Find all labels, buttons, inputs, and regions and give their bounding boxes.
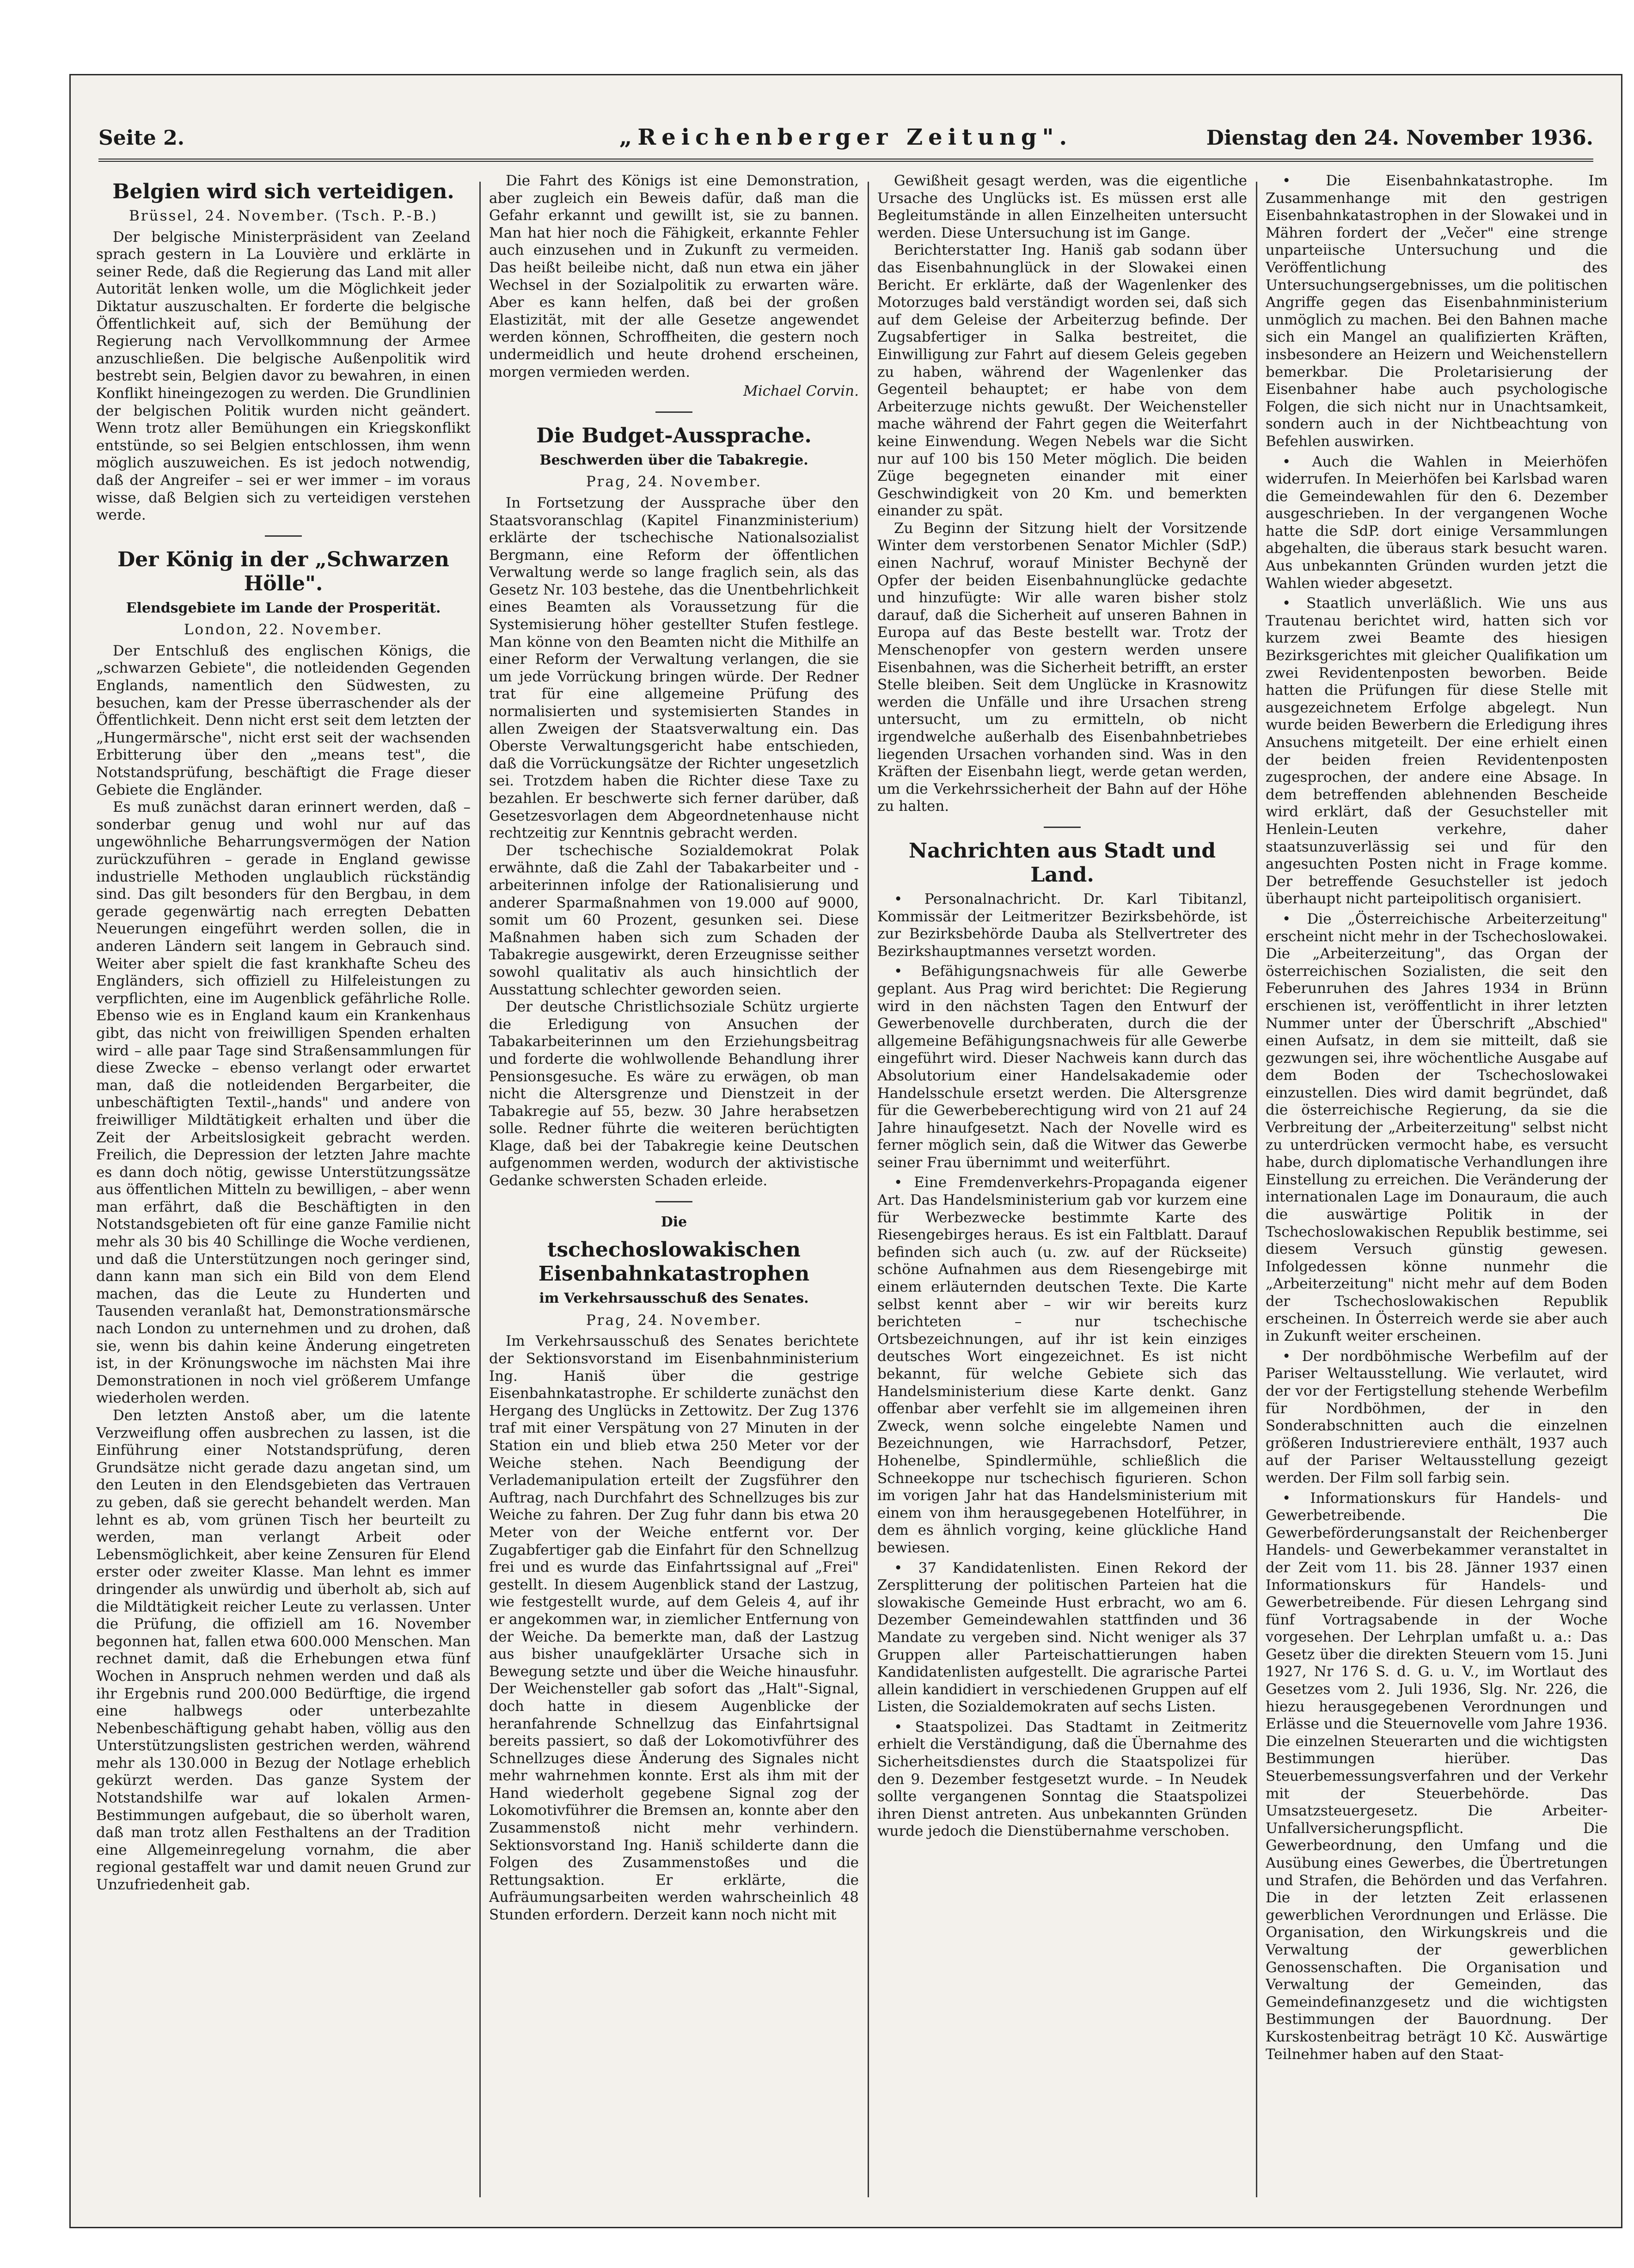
article-paragraph: Der deutsche Christlichsoziale Schütz urgierte die Erledigung von Ansuchen der Tabakarbeiterinnen um den Erziehungsbeitrag und forderte die wohlwollende Behandlung ihrer Pensionsgesuche. Es wäre zu erwägen, ob man nicht die Altersgrenze und Dienstzeit in der Tabakregie auf 55, bezw. 30 Jahre herabsetzen solle. Redner führte die weiteren berüchtigten Klage, daß bei der Tabakregie keine Deutschen aufgenommen werden, wodurch der aktivistische Gedanke schwersten Schaden erleide. — [489, 999, 859, 1189]
article-paragraph: In Fortsetzung der Aussprache über den Staatsvoranschlag (Kapitel Finanzministerium) erklärte der tschechische Nationalsozialist Bergmann, eine Reform der öffentlichen Verwaltung werde so lange fraglich sein, als das Gesetz Nr. 103 bestehe, das die Unentbehrlichkeit eines Beamten als Voraussetzung für die Systemisierung höher gestellter Stufen festlege. Man könne von den Beamten nicht die Mithilfe an einer Reform der Verwaltung verlangen, die sie um jede Vorrückung bringen würde. Der Redner trat für eine allgemeine Prüfung des normalisierten und systemisierten Standes in allen Zweigen der Staatsverwaltung ein. Das Oberste Verwaltungsgericht habe entschieden, daß die Vorrückungsätze der Richter ungesetzlich sei. Trotzdem haben die Richter diese Taxe zu bezahlen. Er beschwerte sich ferner darüber, daß Gesetzesvorlagen dem Abgeordnetenhause nicht rechtzeitig zur Kenntnis gebracht werden. — [489, 494, 859, 842]
article-dateline: Brüssel, 24. November. (Tsch. P.-B.) — [129, 208, 438, 224]
news-item: • Der nordböhmische Werbefilm auf der Pariser Weltausstellung. Wie verlautet, wird der vor der Fertigstellung stehende Werbefilm für Nordböhmen, der in den Sonderabschnitten auch die einzelnen größeren Industriereviere enthält, 1937 auch auf der Pariser Weltausstellung gezeigt werden. Der Film soll farbig sein. — [1266, 1348, 1608, 1486]
article-paragraph: Es muß zunächst daran erinnert werden, daß – sonderbar genug und wohl nur auf das ungewöhnliche Beharrungsvermögen der Nation zurückzuführen – gerade in England gewisse industrielle Methoden unglaublich rückständig sind. Das gilt besonders für den Bergbau, in dem gerade gegenwärtig nach erregten Debatten Neuerungen eingeführt werden sollen, die in anderen Ländern seit langem in Gebrauch sind. Weiter aber spielt die fast krankhafte Scheu des Engländers, sich offiziell zu Hilfeleistungen zu verpflichten, eine im Augenblick gefährliche Rolle. Ebenso wie es in England kaum ein Krankenhaus gibt, das nicht von freiwilligen Spenden erhalten wird – alle paar Tage sind Straßensammlungen für diese Zwecke – ebenso verlangt oder erwartet man, daß die notleidenden Bergarbeiter, die unbeschäftigten Textil-„hands" und andere von freiwilliger Mildtätigkeit erhalten und über die Zeit der Arbeitslosigkeit gebracht werden. Freilich, die Depression der letzten Jahre machte es dann doch nötig, gewisse Unterstützungssätze aus öffentlichen Mitteln zu bewilligen, – aber wenn man erfährt, daß die Beschäftigten in den Notstandsgebieten oft für eine ganze Familie nicht mehr als 30 bis 40 Schillinge die Woche verdienen, und daß die Unterstützungen noch geringer sind, dann kann man sich ein Bild von dem Elend machen, das die Leute zu Hunderten und Tausenden veranlaßt hat, Demonstrationsmärsche nach London zu unternehmen und zu drohen, daß sie, wenn bis dahin keine Änderung eingetreten ist, in der Krönungswoche im nächsten Mai ihre Demonstrationen in noch viel größerem Umfange wiederholen werden. — [96, 799, 471, 1407]
article-paragraph: Der tschechische Sozialdemokrat Polak erwähnte, daß die Zahl der Tabakarbeiter und -arbeiterinnen infolge der Rationalisierung und anderer Sparmaßnahmen von 19.000 auf 9000, somit um 60 Prozent, gesunken sei. Diese Maßnahmen haben sich zum Schaden der Tabakregie ausgewirkt, deren Erzeugnisse seither sowohl qualitativ als auch hinsichtlich der Ausstattung schlechter geworden seien. — [489, 842, 859, 998]
article-dateline: Prag, 24. November. — [586, 1312, 762, 1329]
page-number: Seite 2. — [98, 126, 185, 150]
article-paragraph: Berichterstatter Ing. Haniš gab sodann über das Eisenbahnunglück in der Slowakei einen Bericht. Er erklärte, daß der Wagenlenker des Motorzuges bald verständigt worden sei, daß sich auf dem Geleise der Arbeiterzug befinde. Der Zugsabfertiger in Salka bestreitet, die Einwilligung zur Fahrt auf diesem Geleis gegeben zu haben, während der Wagenlenker das Gegenteil behauptet; er habe von dem Arbeiterzuge nichts gewußt. Der Weichensteller mache während der Fahrt gegen die Weiterfahrt keine Einwendung. Wegen Nebels war die Sicht nur auf 100 bis 150 Meter möglich. Die beiden Züge begegneten einander mit einer Geschwindigkeit von 20 Km. und bemerkten einander zu spät. — [877, 242, 1247, 520]
page-header — [98, 122, 1593, 162]
article-paragraph: Der belgische Ministerpräsident van Zeeland sprach gestern in La Louvière und erklärte in seiner Rede, daß die Regierung das Land mit aller Autorität lenken wolle, um die Möglichkeit jeder Diktatur auszuschalten. Er forderte die belgische Öffentlichkeit auf, sich der Bemühung der Regierung nach Vervollkommnung der Armee anzuschließen. Die belgische Außenpolitik wird bestrebt sein, Belgien davor zu bewahren, in einen Konflikt hineingezogen zu werden. Die Grundlinien der belgischen Politik wurden nicht geändert. Wenn trotz aller Bemühungen ein Kriegskonflikt entstünde, so sei Belgien entschlossen, ihm wenn möglich auszuweichen. Es ist jedoch notwendig, daß der Angreifer – sei er wer immer – im voraus wisse, daß Belgien sich zu verteidigen verstehen werde. — [96, 228, 471, 524]
news-item: • Personalnachricht. Dr. Karl Tibitanzl, Kommissär der Leitmeritzer Bezirksbehörde, ist zur Bezirksbehörde Dauba als Stellvertreter des Bezirkshauptmannes versetzt worden. — [877, 890, 1247, 960]
column-rule — [479, 182, 481, 2197]
section-headline: Nachrichten aus Stadt und Land. — [908, 839, 1216, 887]
article-paragraph: Im Verkehrsausschuß des Senates berichtete der Sektionsvorstand im Eisenbahnministerium Ing. Haniš über die gestrige Eisenbahnkatastrophe. Er schilderte zunächst den Hergang des Unglücks in Zettowitz. Der Zug 1376 traf mit einer Verspätung von 27 Minuten in der Station ein und blieb etwa 250 Meter vor der Weiche stehen. Nach Beendigung der Verlademanipulation erteilt der Zugsführer den Auftrag, nach Durchfahrt des Schnellzuges bis zur Weiche zu fahren. Der Zug fuhr dann bis etwa 20 Meter von der Weiche entfernt vor. Der Zugabfertiger gab die Einfahrt für den Schnellzug frei und es wurde das Einfahrtssignal auf „Frei" gestellt. In diesem Augenblick stand der Lastzug, wie festgestellt wurde, auf dem Geleis 4, auf ihr er angekommen war, in ziemlicher Entfernung von der Weiche. Da bemerkte man, daß der Lastzug aus bisher unaufgeklärter Ursache sich in Bewegung setzte und über die Weiche hinausfuhr. Der Weichensteller gab sofort das „Halt"-Signal, doch hatte in diesem Augenblicke der heranfahrende Schnellzug das Einfahrtsignal bereits passiert, so daß der Lokomotivführer des Schnellzuges diese Änderung des Signales nicht mehr wahrnehmen konnte. Erst als ihm mit der Hand wiederholt gegebene Signal zog der Lokomotivführer die Bremsen an, konnte aber den Zusammenstoß nicht mehr verhindern. Sektionsvorstand Ing. Haniš schilderte dann die Folgen des Zusammenstoßes und die Rettungsaktion. Er erklärte, die Aufräumungsarbeiten werden wahrscheinlich 48 Stunden erfordern. Derzeit kann noch nicht mit — [489, 1333, 859, 1924]
article-headline: Der König in der „Schwarzen Hölle". — [117, 547, 449, 595]
article-subheadline: im Verkehrsausschuß des Senates. — [539, 1290, 809, 1307]
separator — [1044, 827, 1081, 828]
separator — [655, 1201, 692, 1202]
article-signature: Michael Corvin. — [743, 383, 859, 400]
article-subheadline: Elendsgebiete im Lande der Prosperität. — [126, 600, 441, 616]
article-headline: tschechoslowakischen Eisenbahnkatastrophen — [538, 1238, 810, 1286]
article-paragraph: Der Entschluß des englischen Königs, die „schwarzen Gebiete", die notleidenden Gegenden Englands, namentlich den Südwesten, zu besuchen, kam der Presse überraschender als der Öffentlichkeit. Denn nicht erst seit dem letzten der „Hungermärsche", nicht erst seit der wachsenden Erbitterung über den „means test", die Notstandsprüfung, beschäftigt die Frage dieser Gebiete die Engländer. — [96, 642, 471, 798]
news-item: • Eine Fremdenverkehrs-Propaganda eigener Art. Das Handelsministerium gab vor kurzem eine für Werbezwecke bestimmte Karte des Riesengebirges heraus. Es ist ein Faltblatt. Darauf befinden sich auch (u. zw. auf der Rückseite) schöne Aufnahmen aus dem Riesengebirge mit einem erläuternden deutschen Texte. Die Karte selbst kennt aber – wir wir bereits kurz berichteten – nur tschechische Ortsbezeichnungen, auf ihr ist kein einziges deutsches Wort eingezeichnet. Es ist nicht bekannt, für welche Gebiete sich das Handelsministerium diese Karte denkt. Ganz offenbar aber verfehlt sie im allgemeinen ihren Zweck, wenn solche eingelebte Namen und Bezeichnungen, wie Harrachsdorf, Petzer, Hohenelbe, Spindlermühle, schließlich die Schneekoppe nur tschechisch figurieren. Schon im vorigen Jahr hat das Handelsministerium mit einem von ihm herausgegebenen Hotelführer, in dem es ähnlich vorging, keine glückliche Hand bewiesen. — [877, 1174, 1247, 1556]
article-paragraph: Die Fahrt des Königs ist eine Demonstration, aber zugleich ein Beweis dafür, daß man die Gefahr erkannt und gewillt ist, sie zu bannen. Man hat hier noch die Fähigkeit, erkannte Fehler auch einzusehen und in Zukunft zu vermeiden. Das heißt beileibe nicht, daß nun etwa ein jäher Wechsel in der Sozialpolitik zu erwarten wäre. Aber es kann helfen, daß bei der großen Elastizität, mit der alle Gesetze angewendet werden können, Schroffheiten, die gestern noch undermeidlich und heute drohend erscheinen, morgen vermieden werden. — [489, 172, 859, 380]
article-headline: Die Budget-Aussprache. — [536, 423, 812, 447]
column-rule — [1256, 182, 1257, 2197]
article-dateline: London, 22. November. — [184, 621, 383, 638]
article-paragraph: Den letzten Anstoß aber, um die latente Verzweiflung offen ausbrechen zu lassen, ist die Einführung einer Notstandsprüfung, deren Grundsätze nicht gerade dazu angetan sind, um den Leuten in den Elendsgebieten das Vertrauen zu geben, daß sie gerecht behandelt werden. Man lehnt es ab, vom grünen Tisch her beurteilt zu werden, man verlangt Arbeit oder Lebensmöglichkeit, aber keine Zensuren für Elend erster oder zweiter Klasse. Man lehnt es immer dringender als unwürdig und überholt ab, sich auf die Mildtätigkeit reicher Leute zu verlassen. Unter die Prüfung, die offiziell am 16. November begonnen hat, fallen etwa 600.000 Menschen. Man rechnet damit, daß die Erhebungen etwa fünf Wochen in Anspruch nehmen werden und daß als ihr Ergebnis rund 200.000 Bedürftige, die irgend eine halbwegs oder unterbezahlte Nebenbeschäftigung gehabt haben, völlig aus den Unterstützungslisten gestrichen werden, während mehr als 130.000 in Bezug der Notlage erheblich gekürzt werden. Das ganze System der Notstandshilfe war auf lokalen Armen-Bestimmungen aufgebaut, die so überholt waren, daß man trotz allen Festhaltens an der Tradition eine Allgemeinregelung vornahm, die aber regional gestaffelt war und damit neuen Grund zur Unzufriedenheit gab. — [96, 1407, 471, 1894]
news-item: • Auch die Wahlen in Meierhöfen widerrufen. In Meierhöfen bei Karlsbad waren die Gemeindewahlen für den 6. Dezember ausgeschrieben. In der vergangenen Woche hatte die SdP. dort einige Versammlungen abgehalten, die überaus stark besucht waren. Aus unbekannten Gründen wurden jetzt die Wahlen wieder abgesetzt. — [1266, 453, 1608, 592]
news-item: • Die Eisenbahnkatastrophe. Im Zusammenhange mit den gestrigen Eisenbahnkatastrophen in der Slowakei und in Mähren fordert der „Večer" eine strenge unparteiische Untersuchung und die Veröffentlichung des Untersuchungsergebnisses, um die politischen Angriffe gegen das Eisenbahnministerium unmöglich zu machen. Bei den Bahnen mache sich ein Mangel an qualifizierten Kräften, insbesondere an Heizern und Weichenstellern bemerkbar. Die Proletarisierung der Eisenbahner habe auch psychologische Folgen, die sich nicht nur in Unachtsamkeit, sondern auch in der Nichtbeachtung von Befehlen auswirken. — [1266, 172, 1608, 450]
column-3 — [877, 172, 1247, 2207]
column-rule — [868, 182, 869, 2197]
article-paragraph: Zu Beginn der Sitzung hielt der Vorsitzende Winter dem verstorbenen Senator Michler (SdP.) einen Nachruf, worauf Minister Bechyně der Opfer der beiden Eisenbahnunglücke gedachte und hinzufügte: Wir alle waren bisher stolz darauf, daß die Sicherheit auf unseren Bahnen in Europa auf das Beste bestellt war. Trotz der Menschenopfer von gestern werden unsere Eisenbahnen, was die Sicherheit betrifft, an erster Stelle bleiben. Seit dem Unglücke in Krasnowitz werden die Unfälle und ihre Ursachen streng untersucht, um zu ermitteln, ob nicht irgendwelche außerhalb des Eisenbahnbetriebes liegenden Ursachen vorhanden sind. Was in den Kräften der Eisenbahn liegt, werde getan werden, um die Verkehrssicherheit der Bahn auf der Höhe zu halten. — [877, 520, 1247, 815]
separator — [655, 411, 692, 413]
news-item: • Befähigungsnachweis für alle Gewerbe geplant. Aus Prag wird berichtet: Die Regierung wird in den nächsten Tagen den Entwurf der Gewerbenovelle durchberaten, durch die der allgemeine Befähigungsnachweis für alle Gewerbe eingeführt wird. Dieser Nachweis kann durch das Absolutorium einer Handelsakademie oder Handelsschule ersetzt werden. Die Altersgrenze für die Gewerbeberechtigung wird von 21 auf 24 Jahre hinaufgesetzt. Nach der Novelle wird es ferner möglich sein, daß die Witwer das Gewerbe seiner Frau übernimmt und weiterführt. — [877, 963, 1247, 1171]
news-item: • Informationskurs für Handels- und Gewerbetreibende. Die Gewerbeförderungsanstalt der Reichenberger Handels- und Gewerbekammer veranstaltet in der Zeit vom 11. bis 28. Jänner 1937 einen Informationskurs für Handels- und Gewerbetreibende. Für diesen Lehrgang sind fünf Vortragsabende in der Woche vorgesehen. Der Lehrplan umfaßt u. a.: Das Gesetz über die direkten Steuern vom 15. Juni 1927, Nr 176 S. d. G. u. V., im Wortlaut des Gesetzes vom 2. Juli 1936, Slg. Nr. 226, die hiezu herausgegebenen Verordnungen und Erlässe und die Steuernovelle vom Jahre 1936. Die einzelnen Steuerarten und die wichtigsten Bestimmungen hierüber. Das Steuerbemessungsverfahren und der Verkehr mit der Steuerbehörde. Das Umsatzsteuergesetz. Die Arbeiter-Unfallversicherungspflicht. Die Gewerbeordnung, den Umfang und die Ausübung eines Gewerbes, die Übertretungen und Strafen, die Behörden und das Verfahren. Die in der letzten Zeit erlassenen gewerblichen Verordnungen und Erlässe. Die Organisation, den Wirkungskreis und die Verwaltung der gewerblichen Genossenschaften. Die Organisation und Verwaltung der Gemeinden, das Gemeindefinanzgesetz und die wichtigsten Bestimmungen der Bauordnung. Der Kurskostenbeitrag beträgt 10 Kč. Auswärtige Teilnehmer haben auf den Staat- — [1266, 1490, 1608, 2063]
issue-date: Dienstag den 24. November 1936. — [1206, 126, 1593, 150]
newspaper-page — [69, 74, 1622, 2228]
column-2 — [489, 172, 859, 2207]
article-kicker: Die — [661, 1214, 687, 1230]
column-4 — [1266, 172, 1608, 2207]
separator — [265, 535, 302, 537]
news-item: • 37 Kandidatenlisten. Einen Rekord der Zersplitterung der politischen Parteien hat die slowakische Gemeinde Hust erbracht, wo am 6. Dezember Gemeindewahlen stattfinden und 36 Mandate zu vergeben sind. Nicht weniger als 37 Gruppen aller Parteischattierungen haben Kandidatenlisten aufgestellt. Die agrarische Partei allein kandidiert in verschiedenen Gruppen auf elf Listen, die Sozialdemokraten auf sechs Listen. — [877, 1559, 1247, 1716]
news-item: • Die „Österreichische Arbeiterzeitung" erscheint nicht mehr in der Tschechoslowakei. Die „Arbeiterzeitung", das Organ der österreichischen Sozialisten, die seit den Feberunruhen des Jahres 1934 in Brünn erschienen ist, veröffentlicht in ihrer letzten Nummer unter der Überschrift „Abschied" einen Aufsatz, in dem sie mitteilt, daß sie gezwungen sei, ihre wöchentliche Ausgabe auf dem Boden der Tschechoslowakei einzustellen. Dies wird damit begründet, daß die österreichische Regierung, da sie die Verbreitung der „Arbeiterzeitung" selbst nicht zu unterdrücken vermocht habe, es versucht habe, durch diplomatische Verhandlungen ihre Einstellung zu erreichen. Die Veränderung der internationalen Lage im Donauraum, die auch die auswärtige Politik in der Tschechoslowakischen Republik bestimme, sei diesem Versuch günstig gewesen. Infolgedessen könne nunmehr die „Arbeiterzeitung" nicht mehr auf dem Boden der Tschechoslowakischen Republik erscheinen. In Österreich werde sie aber auch in Zukunft weiter erscheinen. — [1266, 910, 1608, 1345]
news-item: • Staatspolizei. Das Stadtamt in Zeitmeritz erhielt die Verständigung, daß die Übernahme des Sicherheitsdienstes durch die Staatspolizei für den 9. Dezember festgesetzt wurde. – In Neudek sollte vergangenen Sonntag die Staatspolizei ihren Dienst antreten. Aus unbekannten Gründen wurde jedoch die Dienstübernahme verschoben. — [877, 1718, 1247, 1840]
article-subheadline: Beschwerden über die Tabakregie. — [539, 452, 808, 468]
news-item: • Staatlich unverläßlich. Wie uns aus Trautenau berichtet wird, hatten sich vor kurzem zwei Beamte des hiesigen Bezirksgerichtes mit gleicher Qualifikation um zwei Revidentenposten beworben. Beide hatten die Prüfungen für diese Stelle mit ausgezeichnetem Erfolge abgelegt. Nun wurde beiden Bewerbern die Erledigung ihres Ansuchens mitgeteilt. Der eine erhielt einen der beiden freien Revidentenposten zugesprochen, der andere eine Absage. In dem betreffenden ablehnenden Bescheide wird erklärt, daß der Gesuchsteller mit Henlein-Leuten verkehre, daher staatsunzuverlässig sei und für den angesuchten Posten nicht in Frage komme. Der betreffende Gesuchsteller ist jedoch überhaupt nicht parteipolitisch organisiert. — [1266, 595, 1608, 907]
article-dateline: Prag, 24. November. — [586, 473, 762, 490]
column-1 — [96, 172, 471, 2207]
article-paragraph: Gewißheit gesagt werden, was die eigentliche Ursache des Unglücks ist. Es müssen erst alle Begleitumstände in allen Einzelheiten untersucht werden. Diese Untersuchung ist im Gange. — [877, 172, 1247, 241]
article-headline: Belgien wird sich verteidigen. — [112, 180, 454, 203]
newspaper-name: „Reichenberger Zeitung". — [619, 124, 1073, 150]
